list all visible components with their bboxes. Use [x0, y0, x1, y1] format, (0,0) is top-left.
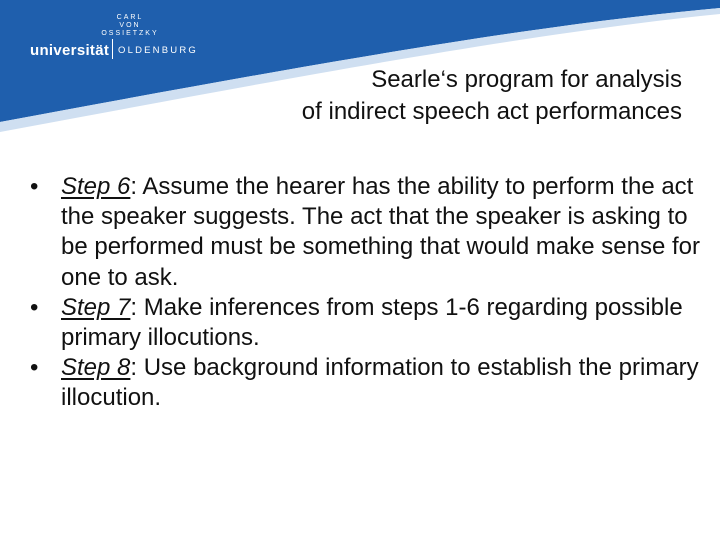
step-label: Step 6 — [61, 173, 131, 200]
logo-oldenburg: OLDENBURG — [118, 45, 198, 56]
bullet-text: : Assume the hearer has the ability to perform the act the speaker suggests. The act that the speaker is asking to be performed must be something that would make sense for one to ask. — [61, 173, 700, 291]
bullet-marker: • — [30, 293, 39, 321]
bullet-item-step-7 — [30, 293, 700, 353]
bullet-text: : Make inferences from steps 1-6 regarding possible primary illocutions. — [61, 293, 683, 352]
slide-title — [122, 64, 682, 128]
logo-line-ossietzky: OSSIETZKY — [101, 30, 159, 37]
logo-name-lines — [100, 14, 160, 38]
step-label: Step 8 — [61, 354, 131, 382]
bullet-item-step-6 — [30, 172, 700, 293]
logo-divider — [112, 39, 113, 59]
bullet-marker: • — [30, 354, 39, 382]
slide-title-line-1: Searle‘s program for analysis — [371, 66, 682, 93]
bullet-marker: • — [30, 173, 39, 200]
university-logo — [30, 14, 230, 64]
logo-universitaet: universität — [30, 42, 110, 59]
logo-line-von: VON — [119, 22, 141, 29]
slide-title-line-2: of indirect speech act performances — [301, 98, 682, 125]
bullet-list — [30, 172, 700, 414]
step-label: Step 7 — [61, 293, 131, 321]
bullet-item-step-8 — [30, 353, 700, 413]
logo-line-carl: CARL — [116, 14, 144, 21]
bullet-text: : Use background information to establish the primary illocution. — [61, 354, 699, 412]
